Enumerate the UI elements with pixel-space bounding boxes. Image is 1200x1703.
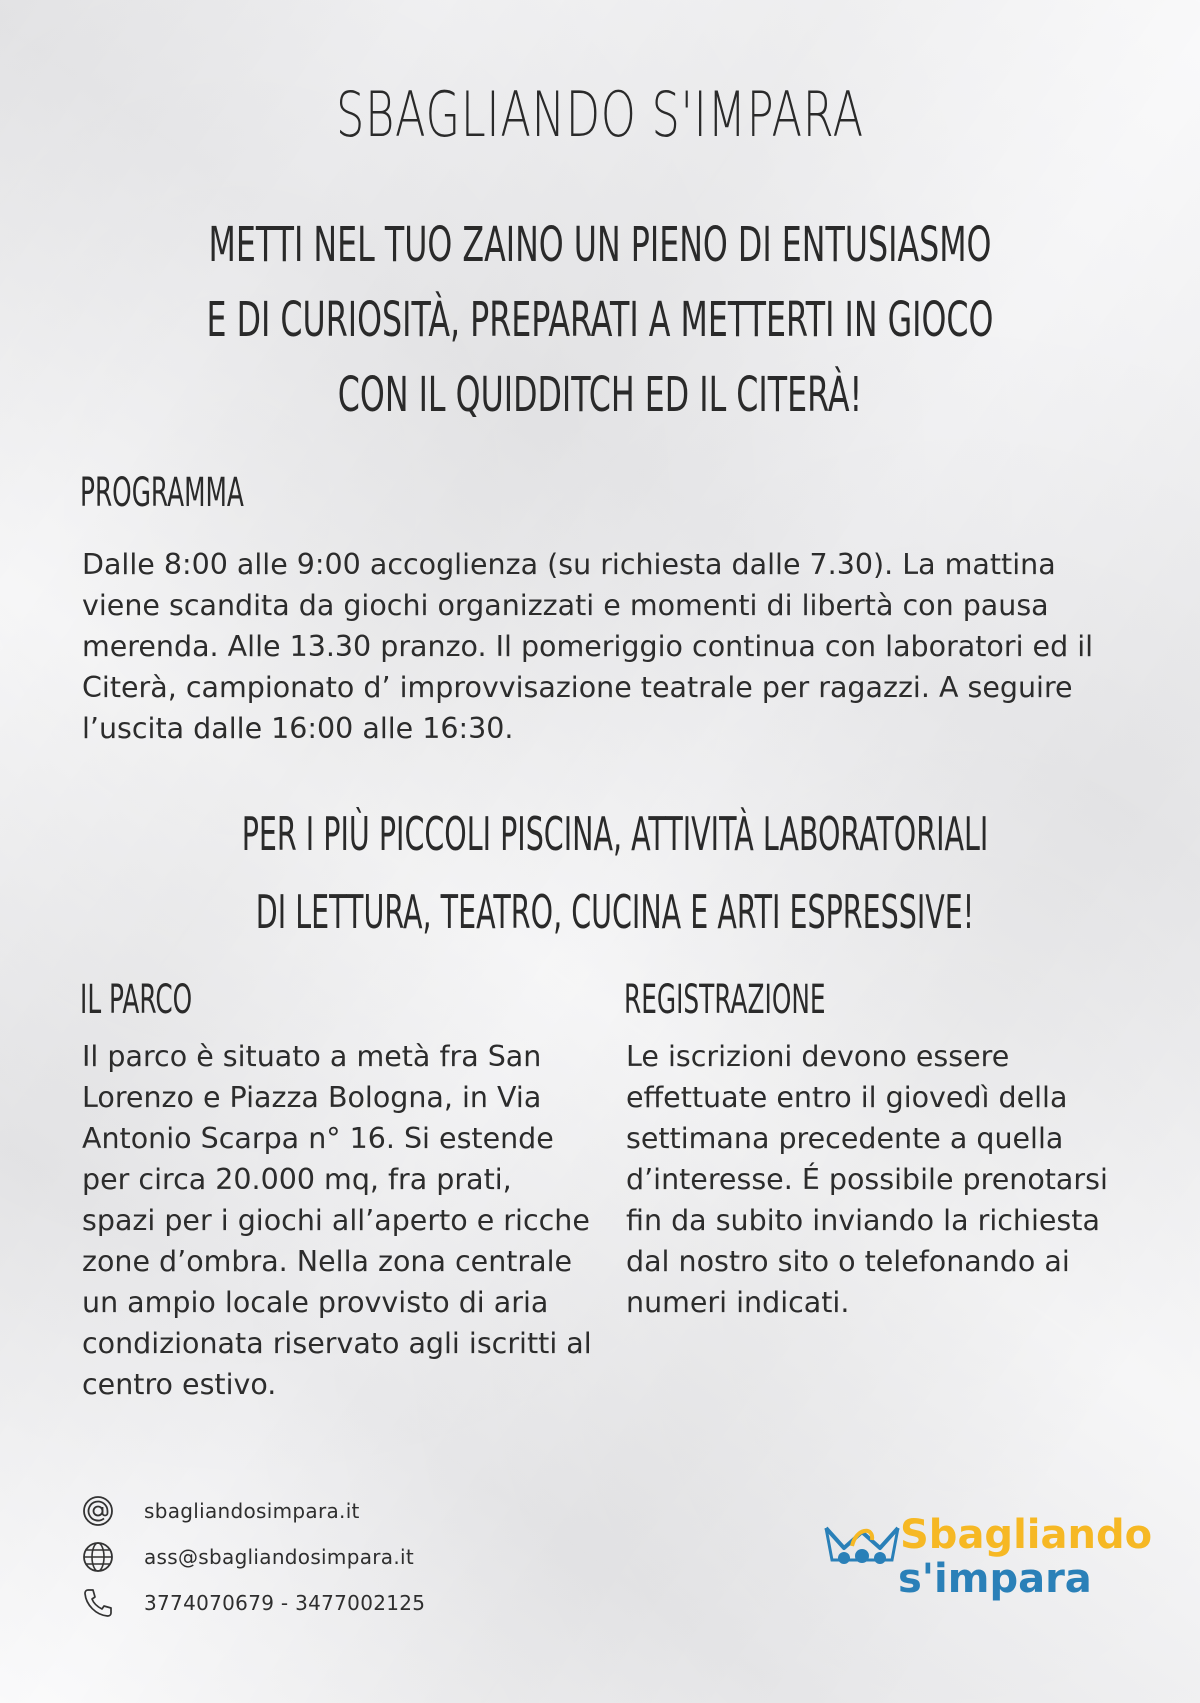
programma-text: Dalle 8:00 alle 9:00 accoglienza (su richiesta dalle 7.30). La mattina viene scandita da giochi organizzati e momenti di libertà con pausa merenda. Alle 13.30 pranzo. Il pomeriggio continua con laboratori ed il Citerà, campionato d’ improvvisazione teatrale per ragazzi. A seguire l’uscita dalle 16:00 alle 16:30. — [82, 548, 1094, 745]
contacts — [82, 1488, 425, 1626]
registrazione-heading: REGISTRAZIONE — [624, 977, 826, 1023]
registrazione-text: Le iscrizioni devono essere effettuate entro il giovedì della settimana precedente a quella d’interesse. É possibile prenotarsi fin da subito inviando la richiesta dal nostro sito o telefonando ai numeri indicati. — [626, 1040, 1108, 1319]
piccoli-line: DI LETTURA, TEATRO, CUCINA E ARTI ESPRESSIVE! — [255, 885, 975, 939]
logo-line2: s'impara — [898, 1556, 1092, 1602]
tagline-line: METTI NEL TUO ZAINO UN PIENO DI ENTUSIASMO — [208, 217, 992, 273]
piccoli-line: PER I PIÙ PICCOLI PISCINA, ATTIVITÀ LABORATORIALI — [241, 807, 989, 861]
email-text[interactable]: ass@sbagliandosimpara.it — [144, 1545, 414, 1569]
tagline-line: E DI CURIOSITÀ, PREPARATI A METTERTI IN GIOCO — [206, 292, 994, 348]
contact-phone[interactable] — [82, 1580, 425, 1626]
tagline-line: CON IL QUIDDITCH ED IL CITERÀ! — [337, 367, 863, 423]
piccoli-banner — [234, 795, 997, 951]
contact-email[interactable] — [82, 1534, 425, 1580]
website-text[interactable]: sbagliandosimpara.it — [144, 1499, 360, 1523]
tagline — [204, 208, 996, 433]
globe-icon — [82, 1541, 114, 1573]
brand-logo — [822, 1512, 1153, 1622]
logo-mark-icon — [822, 1518, 902, 1588]
logo-line1: Sbagliando — [900, 1512, 1153, 1558]
phone-icon — [82, 1587, 114, 1619]
parco-heading: IL PARCO — [80, 977, 193, 1023]
parco-text: Il parco è situato a metà fra San Lorenzo e Piazza Bologna, in Via Antonio Scarpa n° 16. Si estende per circa 20.000 mq, fra prati, spazi per i giochi all’aperto e ricche zone d’ombra. Nella zona centrale un ampio locale provvisto di aria condizionata riservato agli iscritti al centro estivo. — [82, 1040, 592, 1401]
page-title: SBAGLIANDO S'IMPARA — [336, 78, 864, 151]
at-icon — [82, 1495, 114, 1527]
phone-text[interactable]: 3774070679 - 3477002125 — [144, 1591, 426, 1615]
programma-heading: PROGRAMMA — [80, 470, 244, 516]
contact-website[interactable] — [82, 1488, 425, 1534]
